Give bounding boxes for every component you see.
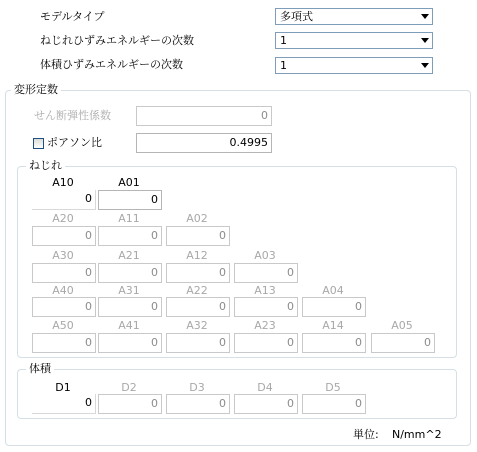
coef-label-a14: A14 xyxy=(322,319,344,332)
volume-group-title: 体積 xyxy=(26,362,54,376)
volume-order-value: 1 xyxy=(280,59,287,72)
coef-label-a20: A20 xyxy=(52,212,74,225)
coef-field-a05[interactable]: 0 xyxy=(371,333,435,353)
coef-label-a22: A22 xyxy=(186,284,208,297)
volume-field-d2[interactable]: 0 xyxy=(98,394,162,414)
coef-label-a30: A30 xyxy=(52,249,74,262)
coef-label-a04: A04 xyxy=(322,284,344,297)
volume-field-d4[interactable]: 0 xyxy=(234,394,298,414)
chevron-down-icon xyxy=(421,63,429,68)
coef-label-a05: A05 xyxy=(391,319,413,332)
torsion-order-value: 1 xyxy=(280,34,287,47)
unit-value: N/mm^2 xyxy=(392,428,442,441)
poisson-field[interactable]: 0.4995 xyxy=(136,133,272,153)
coef-field-a10[interactable]: 0 xyxy=(32,190,96,210)
volume-label-d2: D2 xyxy=(121,381,137,394)
coef-field-a20[interactable]: 0 xyxy=(32,226,96,246)
coef-field-a32[interactable]: 0 xyxy=(166,333,230,353)
coef-field-a03[interactable]: 0 xyxy=(234,263,298,283)
coef-field-a13[interactable]: 0 xyxy=(234,297,298,317)
coef-field-a23[interactable]: 0 xyxy=(234,333,298,353)
volume-label-d1: D1 xyxy=(55,381,71,394)
coef-label-a10: A10 xyxy=(52,176,74,189)
coef-field-a02[interactable]: 0 xyxy=(166,226,230,246)
poisson-checkbox[interactable] xyxy=(33,138,44,149)
coef-field-a22[interactable]: 0 xyxy=(166,297,230,317)
coef-label-a11: A11 xyxy=(118,212,140,225)
coef-label-a40: A40 xyxy=(52,284,74,297)
coef-field-a04[interactable]: 0 xyxy=(302,297,366,317)
model-type-select[interactable] xyxy=(275,8,433,25)
poisson-label: ポアソン比 xyxy=(47,136,102,149)
coef-label-a03: A03 xyxy=(254,249,276,262)
coef-field-a11[interactable]: 0 xyxy=(98,226,162,246)
coef-field-a01[interactable]: 0 xyxy=(98,190,162,210)
deformation-group-title: 変形定数 xyxy=(11,83,61,97)
volume-label-d4: D4 xyxy=(257,381,273,394)
coef-label-a13: A13 xyxy=(254,284,276,297)
coef-field-a21[interactable]: 0 xyxy=(98,263,162,283)
coef-label-a50: A50 xyxy=(52,319,74,332)
coef-label-a21: A21 xyxy=(118,249,140,262)
volume-field-d1[interactable]: 0 xyxy=(32,394,96,414)
coef-label-a12: A12 xyxy=(186,249,208,262)
volume-field-d3[interactable]: 0 xyxy=(166,394,230,414)
coef-field-a14[interactable]: 0 xyxy=(302,333,366,353)
coef-label-a01: A01 xyxy=(118,176,140,189)
coef-label-a02: A02 xyxy=(186,212,208,225)
chevron-down-icon xyxy=(421,38,429,43)
torsion-group-title: ねじれ xyxy=(26,159,65,173)
volume-label-d5: D5 xyxy=(325,381,341,394)
coef-field-a31[interactable]: 0 xyxy=(98,297,162,317)
coef-field-a50[interactable]: 0 xyxy=(32,333,96,353)
shear-modulus-label: せん断弾性係数 xyxy=(34,109,111,122)
torsion-order-select[interactable] xyxy=(275,32,433,49)
coef-field-a12[interactable]: 0 xyxy=(166,263,230,283)
coef-label-a31: A31 xyxy=(118,284,140,297)
volume-label-d3: D3 xyxy=(189,381,205,394)
coef-label-a41: A41 xyxy=(118,319,140,332)
torsion-order-label: ねじれひずみエネルギーの次数 xyxy=(40,34,194,47)
coef-label-a32: A32 xyxy=(186,319,208,332)
volume-order-select[interactable] xyxy=(275,57,433,74)
volume-field-d5[interactable]: 0 xyxy=(302,394,366,414)
coef-field-a30[interactable]: 0 xyxy=(32,263,96,283)
model-type-label: モデルタイプ xyxy=(40,10,105,23)
chevron-down-icon xyxy=(421,14,429,19)
unit-label: 単位: xyxy=(353,428,379,441)
volume-order-label: 体積ひずみエネルギーの次数 xyxy=(40,58,183,71)
shear-modulus-field[interactable]: 0 xyxy=(136,106,272,126)
coef-field-a41[interactable]: 0 xyxy=(98,333,162,353)
model-type-value: 多項式 xyxy=(280,10,313,23)
coef-field-a40[interactable]: 0 xyxy=(32,297,96,317)
coef-label-a23: A23 xyxy=(254,319,276,332)
